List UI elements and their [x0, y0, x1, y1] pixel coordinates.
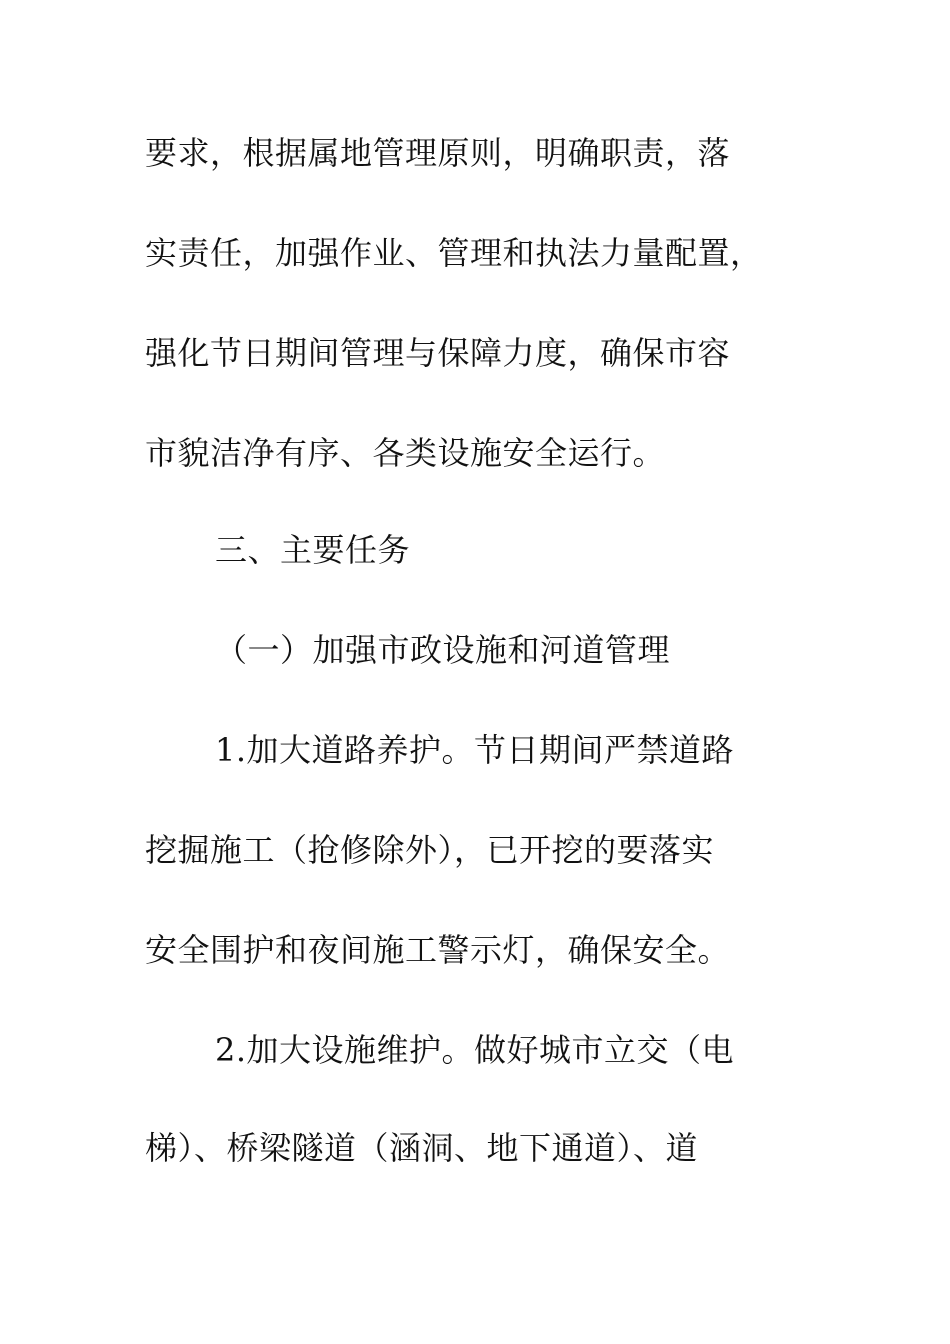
paragraph-line: 安全围护和夜间施工警示灯，确保安全。 [145, 931, 731, 969]
paragraph-line: 2.加大设施维护。做好城市立交（电 [215, 1031, 735, 1069]
paragraph-line: 市貌洁净有序、各类设施安全运行。 [145, 434, 666, 472]
section-heading: 三、主要任务 [215, 531, 411, 569]
paragraph-line: 梯）、桥梁隧道（涵洞、地下通道）、道 [145, 1129, 699, 1167]
paragraph-line: 强化节日期间管理与保障力度，确保市容 [145, 334, 731, 372]
paragraph-line: 要求，根据属地管理原则，明确职责，落 [145, 134, 731, 172]
paragraph-line: 1.加大道路养护。节日期间严禁道路 [215, 731, 735, 769]
paragraph-line: 实责任，加强作业、管理和执法力量配置， [145, 234, 763, 272]
paragraph-line: 挖掘施工（抢修除外），已开挖的要落实 [145, 831, 715, 869]
subsection-heading: （一）加强市政设施和河道管理 [215, 631, 671, 669]
